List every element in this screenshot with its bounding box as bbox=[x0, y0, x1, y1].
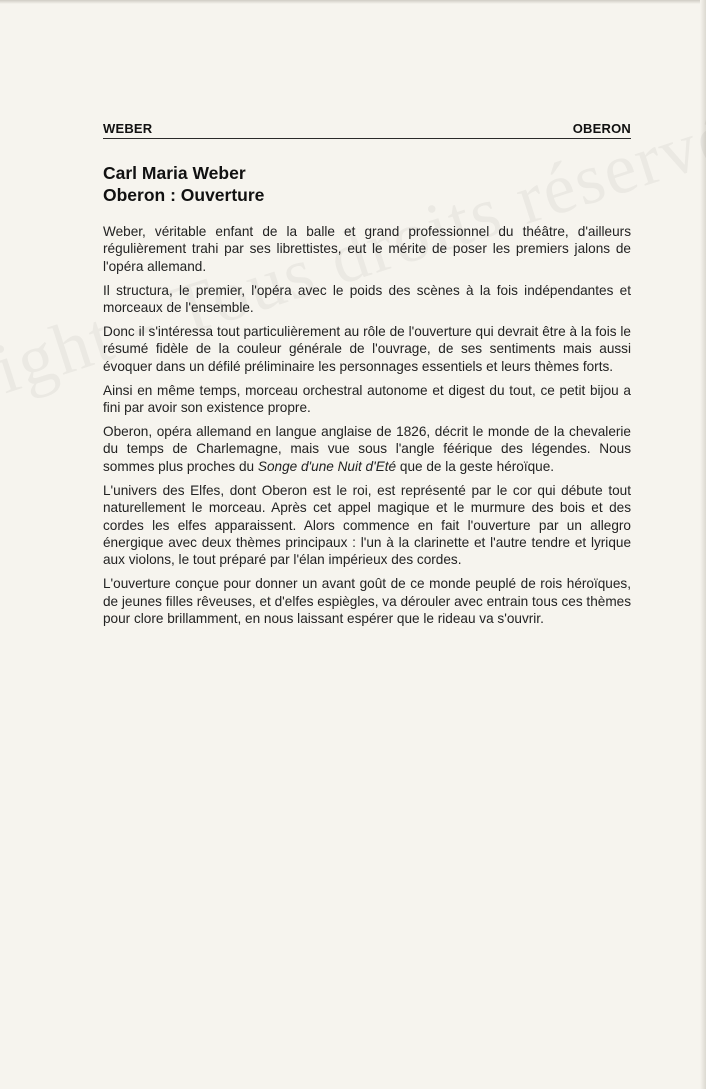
header-work: OBERON bbox=[572, 121, 631, 136]
running-header bbox=[103, 121, 631, 136]
paragraph-5 bbox=[103, 423, 631, 475]
paragraph-5-text-end: que de la geste héroïque. bbox=[396, 458, 555, 474]
body-text bbox=[103, 223, 631, 634]
title-composer: Carl Maria Weber bbox=[103, 163, 246, 183]
header-rule bbox=[103, 138, 631, 139]
paragraph-5-text: Oberon, opéra allemand en langue anglaise de 1826, décrit le monde de la chevalerie du temps de Charlemagne, mais vue sous l'angle féérique des légendes. Nous sommes plus proches du bbox=[103, 424, 631, 474]
header-composer: WEBER bbox=[103, 121, 153, 136]
page-title bbox=[103, 162, 631, 206]
paragraph-6: L'univers des Elfes, dont Oberon est le roi, est représenté par le cor qui débute tout naturellement le morceau. Après cet appel magique et le murmure des bois et des cordes les elfes apparaissent. Alors commence en fait l'ouverture par un allegro énergique avec deux thèmes principaux : l'un à la clarinette et l'autre tendre et lyrique aux violons, le tout préparé par l'élan impérieux des cordes. bbox=[103, 482, 631, 568]
paragraph-4: Ainsi en même temps, morceau orchestral autonome et digest du tout, ce petit bijou a fini par avoir son existence propre. bbox=[103, 382, 631, 416]
scan-top-edge bbox=[0, 0, 706, 4]
paragraph-5-italic-title: Songe d'une Nuit d'Eté bbox=[257, 458, 397, 474]
title-work: Oberon : Ouverture bbox=[103, 185, 265, 205]
paragraph-3: Donc il s'intéressa tout particulièrement au rôle de l'ouverture qui devrait être à la fois le résumé fidèle de la couleur générale de l'ouvrage, de ses sentiments mais aussi évoquer dans un défilé préliminaire les personnages essentiels et leurs thèmes forts. bbox=[103, 324, 631, 374]
paragraph-7: L'ouverture conçue pour donner un avant goût de ce monde peuplé de rois héroïques, de jeunes filles rêveuses, et d'elfes espiègles, va dérouler avec entrain tous ces thèmes pour clore brillamment, en nous laissant espérer que le rideau va s'ouvrir. bbox=[103, 576, 631, 627]
scan-right-edge bbox=[700, 0, 706, 1089]
paragraph-2: Il structura, le premier, l'opéra avec le poids des scènes à la fois indépendantes et morceaux de l'ensemble. bbox=[103, 282, 631, 316]
paragraph-1: Weber, véritable enfant de la balle et grand professionnel du théâtre, d'ailleurs régulièrement trahi par ses librettistes, eut le mérite de poser les premiers jalons de l'opéra allemand. bbox=[103, 224, 631, 274]
